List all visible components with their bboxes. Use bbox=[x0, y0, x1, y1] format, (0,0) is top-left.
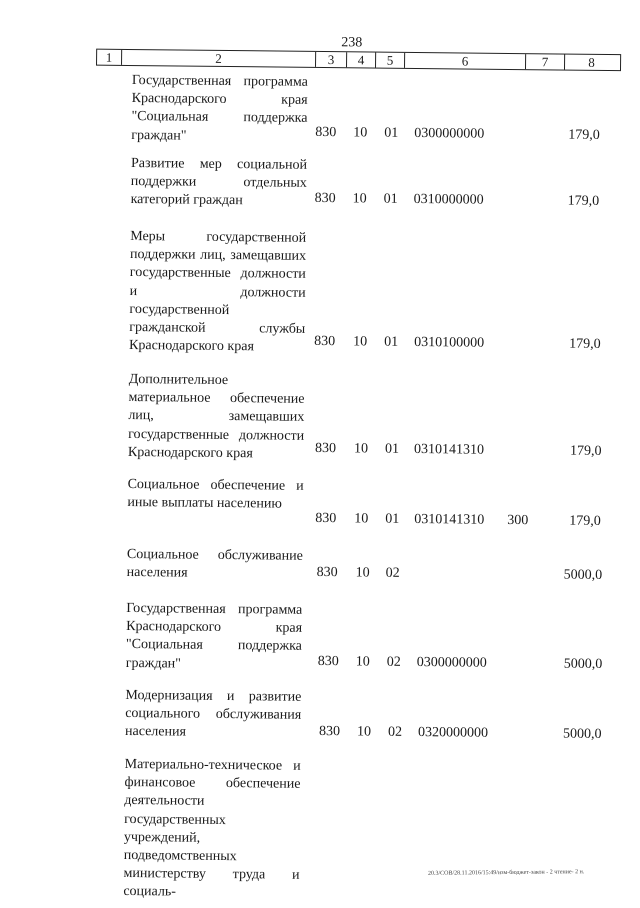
cell-amount: 179,0 bbox=[567, 193, 600, 209]
cell-subsection: 01 bbox=[385, 511, 400, 527]
cell-admin-code: 830 bbox=[314, 333, 336, 350]
cell-amount: 5000,0 bbox=[563, 656, 603, 672]
table-row bbox=[0, 686, 637, 742]
cell-target-article: 0320000000 bbox=[417, 725, 489, 741]
cell-target-article: 0300000000 bbox=[416, 655, 487, 671]
header-cell-7: 7 bbox=[525, 54, 564, 69]
cell-section: 10 bbox=[353, 125, 368, 141]
table-row bbox=[4, 71, 640, 144]
cell-amount: 179,0 bbox=[568, 127, 600, 143]
cell-admin-code: 830 bbox=[315, 510, 337, 527]
cell-section: 10 bbox=[355, 654, 370, 670]
cell-target-article: 0310141310 bbox=[414, 511, 485, 528]
row-description: Модернизация и развитие социального обслуживания населения bbox=[124, 687, 302, 741]
cell-admin-code: 830 bbox=[317, 653, 339, 670]
cell-subsection: 02 bbox=[386, 654, 401, 670]
table-row bbox=[3, 154, 640, 209]
cell-section: 10 bbox=[355, 565, 370, 581]
cell-admin-code: 830 bbox=[314, 440, 337, 457]
cell-subsection: 02 bbox=[385, 565, 400, 581]
table-row bbox=[0, 545, 639, 583]
table-row bbox=[0, 475, 640, 529]
cell-section: 10 bbox=[353, 334, 368, 350]
cell-target-article: 0310000000 bbox=[413, 191, 484, 208]
table-row bbox=[2, 227, 640, 355]
row-description: Государственная программа Краснодарского края "Социальная поддержка граждан" bbox=[125, 600, 303, 672]
cell-amount: 179,0 bbox=[569, 513, 601, 529]
cell-section: 10 bbox=[352, 191, 367, 207]
cell-subsection: 01 bbox=[384, 125, 399, 141]
table-row bbox=[0, 599, 638, 672]
cell-section: 10 bbox=[353, 441, 369, 457]
cell-admin-code: 830 bbox=[314, 190, 336, 207]
header-cell-2: 2 bbox=[121, 50, 315, 67]
header-cell-1: 1 bbox=[105, 49, 113, 65]
cell-amount: 179,0 bbox=[569, 443, 602, 459]
row-description: Дополнительное материальное обеспечение лиц, замещавших государственные должности Краснодарского края bbox=[127, 371, 305, 462]
cell-section: 10 bbox=[356, 724, 372, 740]
cell-subsection: 01 bbox=[383, 191, 398, 207]
cell-amount: 5000,0 bbox=[562, 726, 602, 742]
table-header bbox=[96, 49, 621, 71]
cell-target-article: 0310141310 bbox=[413, 441, 485, 458]
cell-target-article: 0300000000 bbox=[414, 125, 485, 142]
header-cell-3: 3 bbox=[315, 52, 346, 67]
row-description: Меры государственной поддержки лиц, замещавших государственные должности и должности государственной гражданской службы Краснодарского края bbox=[129, 229, 307, 355]
cell-expense-type: 300 bbox=[507, 512, 529, 529]
cell-admin-code: 830 bbox=[316, 564, 338, 581]
row-description: Развитие мер социальной поддержки отдельных категорий граждан bbox=[130, 156, 308, 209]
header-cell-8: 8 bbox=[564, 55, 618, 71]
cell-amount: 5000,0 bbox=[563, 567, 603, 583]
header-cell-6: 6 bbox=[404, 53, 525, 69]
page-number: 238 bbox=[341, 35, 363, 51]
row-description: Социальное обеспечение и иные выплаты населению bbox=[127, 476, 304, 512]
document-footer: 20.3/СОВ/28.11.2016/15:49/изм-бюджет-закон - 2 чтение- 2 н. bbox=[427, 869, 585, 877]
cell-subsection: 01 bbox=[384, 441, 400, 457]
cell-target-article: 0310100000 bbox=[414, 334, 485, 351]
cell-section: 10 bbox=[354, 511, 369, 527]
row-description: Государственная программа Краснодарского края "Социальная поддержка граждан" bbox=[131, 73, 308, 144]
cell-subsection: 01 bbox=[384, 334, 399, 350]
row-description: Материально-техническое и финансовое обеспечение деятельности государственных учреждений, подведомственных министерству труда и социаль- bbox=[123, 756, 301, 900]
table-row bbox=[1, 370, 640, 462]
row-description: Социальное обслуживание населения bbox=[126, 546, 303, 581]
cell-admin-code: 830 bbox=[315, 124, 337, 141]
cell-subsection: 02 bbox=[387, 724, 403, 740]
cell-admin-code: 830 bbox=[318, 724, 341, 740]
header-cell-4: 4 bbox=[346, 52, 375, 67]
header-cell-5: 5 bbox=[375, 53, 404, 68]
cell-amount: 179,0 bbox=[569, 336, 601, 352]
